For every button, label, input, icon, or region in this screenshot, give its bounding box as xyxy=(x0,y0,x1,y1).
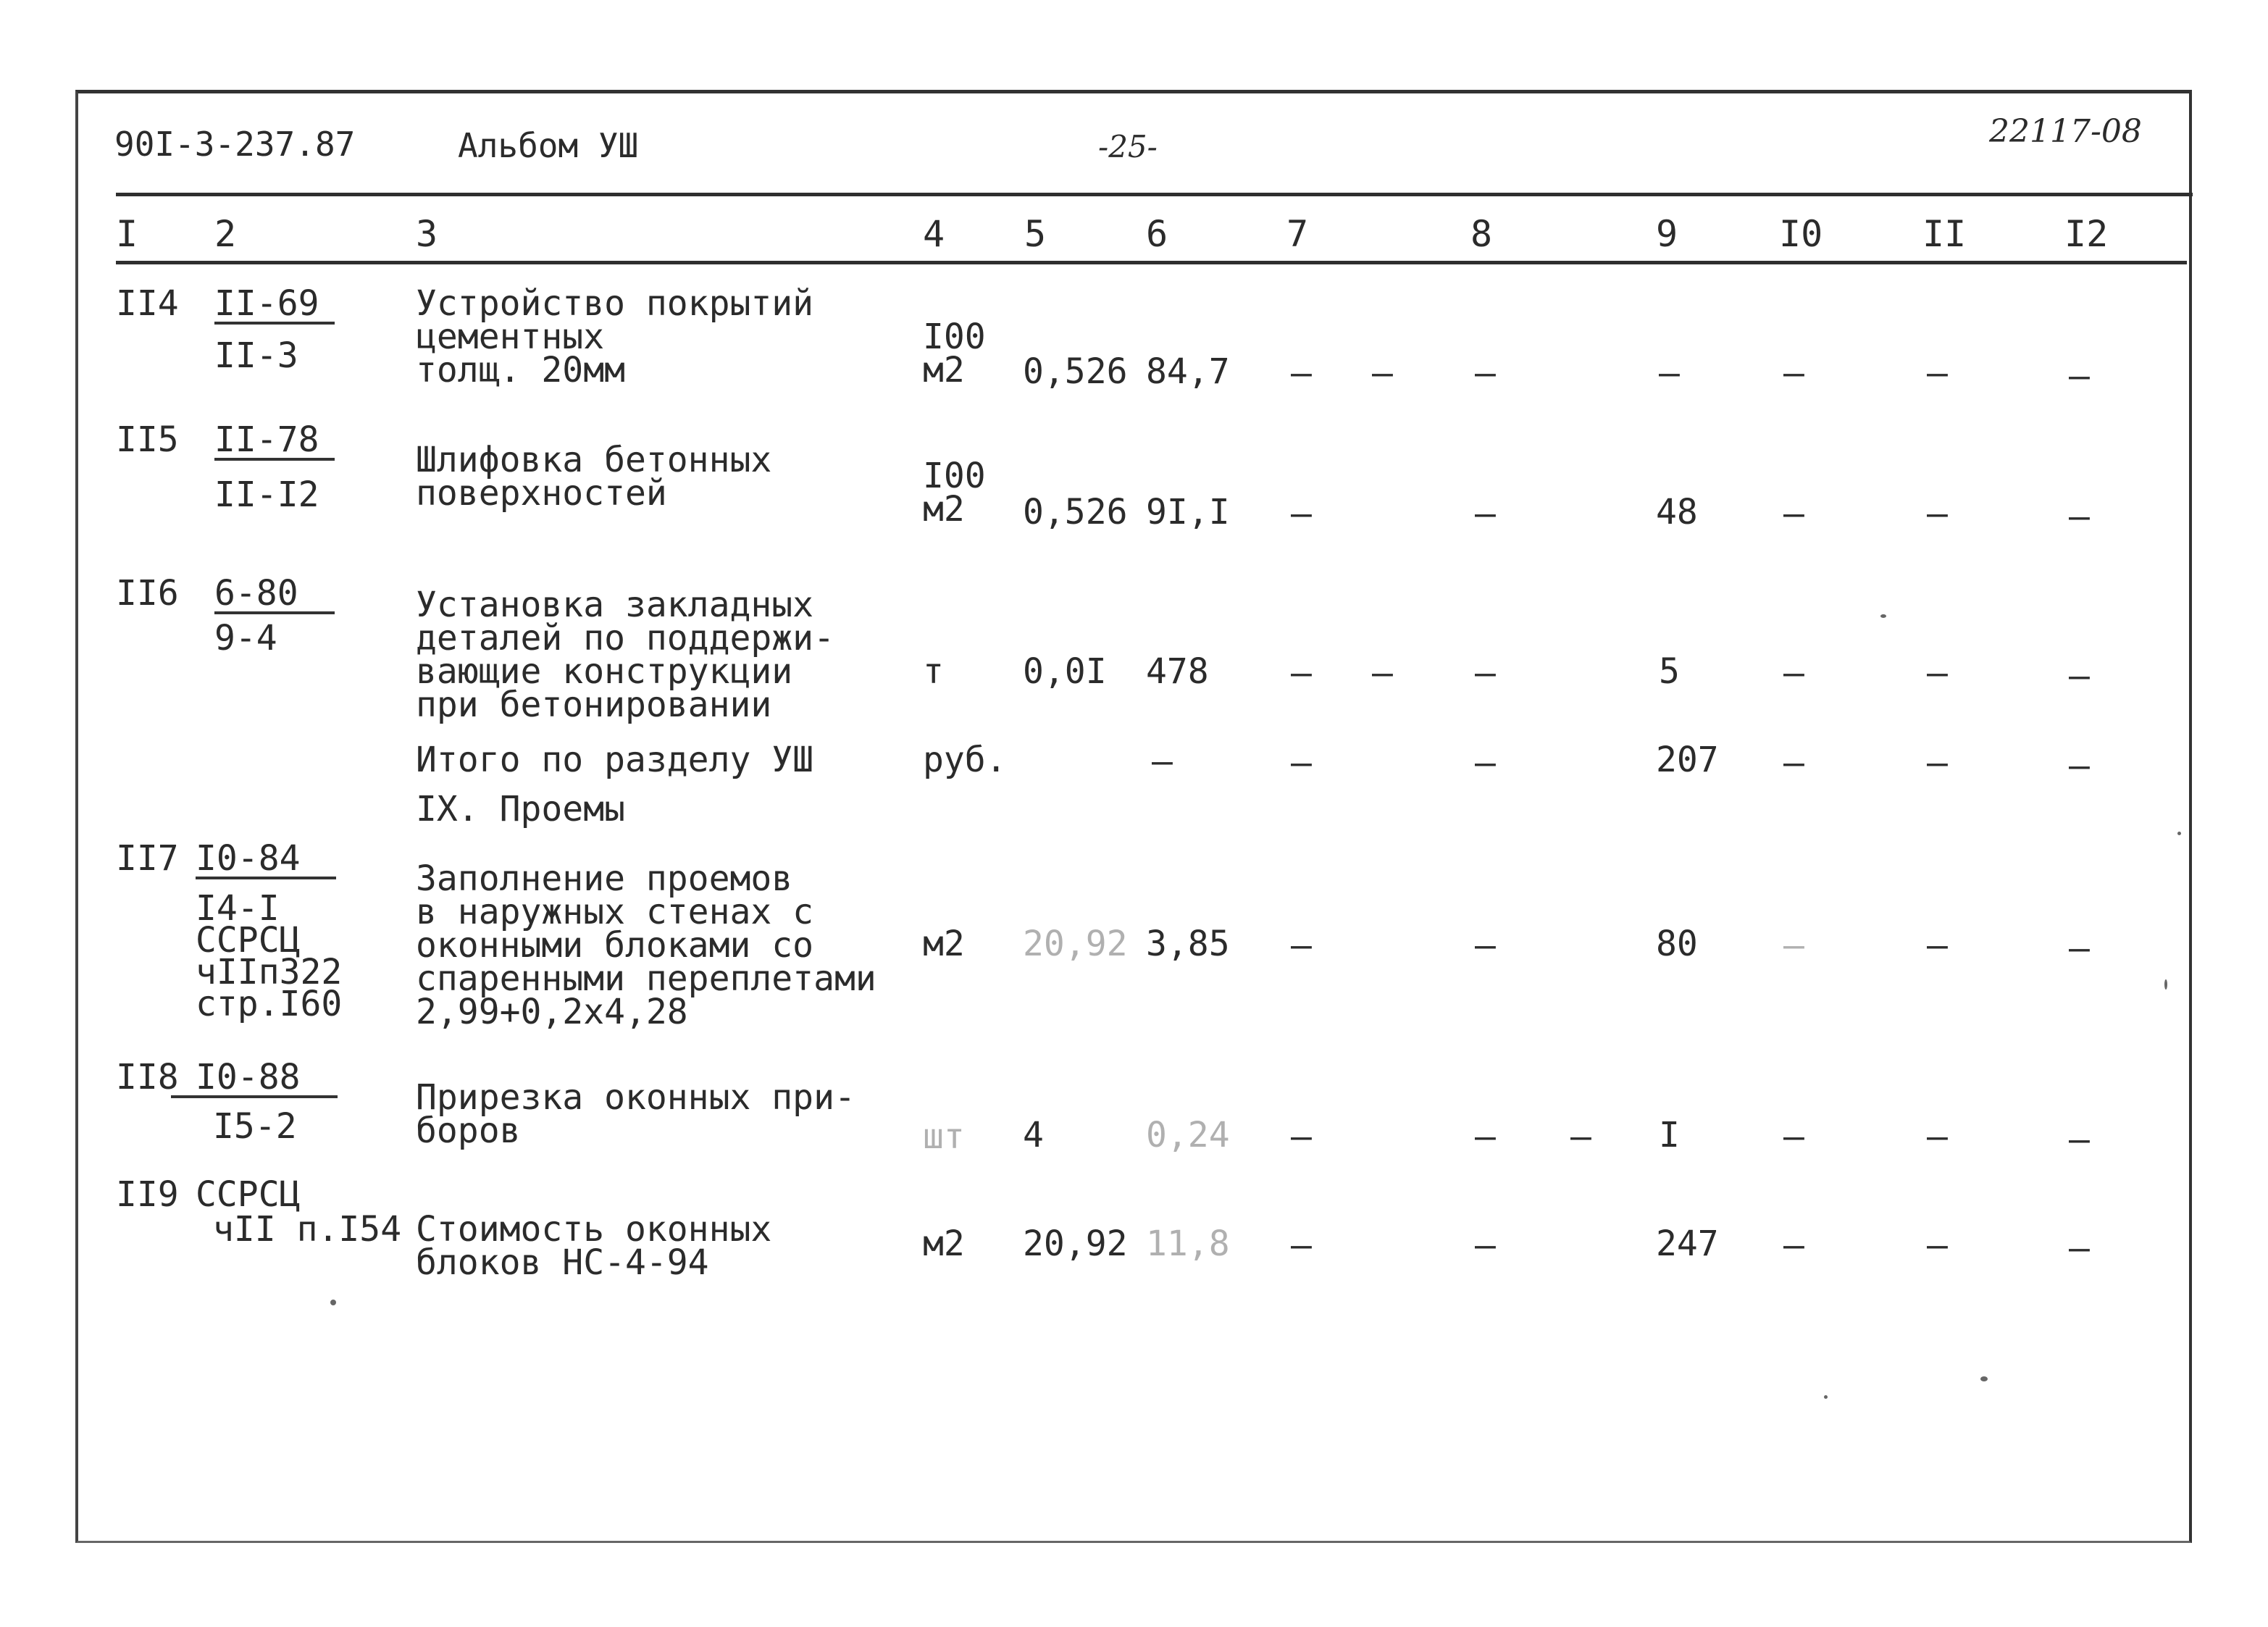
subtotal-label: Итого по разделу УШ xyxy=(416,740,814,780)
col-header-11: II xyxy=(1922,213,1967,255)
col8-value: – xyxy=(1475,1116,1496,1157)
scan-speck xyxy=(1880,614,1886,618)
scan-speck xyxy=(2177,832,2181,835)
unit: м2 xyxy=(923,924,965,964)
unit-price: 84,7 xyxy=(1146,351,1230,392)
scan-speck xyxy=(330,1300,336,1305)
col7-extra-value: – xyxy=(1372,353,1393,393)
album-title: Альбом УШ xyxy=(458,126,639,165)
row-number: II9 xyxy=(116,1174,179,1215)
col-header-6: 6 xyxy=(1146,213,1168,255)
col8-value: – xyxy=(1475,653,1496,693)
col12-value: – xyxy=(2069,1119,2090,1160)
col7-value: – xyxy=(1291,743,1312,783)
col7-value: – xyxy=(1291,1225,1312,1266)
col11-value: – xyxy=(1927,1225,1948,1266)
col10-value: – xyxy=(1783,1116,1804,1157)
col10-value: – xyxy=(1783,925,1804,966)
norm-code: I0-88 xyxy=(171,1061,338,1098)
unit: I00 м2 xyxy=(923,456,986,530)
col10-value: – xyxy=(1783,1225,1804,1266)
quantity: 0,526 xyxy=(1023,351,1128,392)
unit: шт xyxy=(923,1116,965,1157)
norm-subcode: 9-4 xyxy=(214,618,277,658)
col12-value: – xyxy=(2069,1228,2090,1268)
work-description: Прирезка оконных при- боров xyxy=(416,1077,855,1151)
norm-code: II-69 xyxy=(214,287,335,325)
row-number: II7 xyxy=(116,838,179,879)
col-header-2: 2 xyxy=(214,213,237,255)
scan-speck xyxy=(1980,1376,1988,1381)
col12-value: – xyxy=(2069,928,2090,969)
work-description: Шлифовка бетонных поверхностей xyxy=(416,440,772,514)
row-number: II5 xyxy=(116,419,179,460)
col-header-9: 9 xyxy=(1656,213,1678,255)
work-description: Стоимость оконных блоков НС-4-94 xyxy=(416,1209,772,1283)
col9-value: – xyxy=(1659,353,1680,393)
column-header-rule xyxy=(116,261,2187,264)
norm-subcode: II-3 xyxy=(214,335,298,376)
col11-value: – xyxy=(1927,493,1948,534)
norm-subcode: I5-2 xyxy=(213,1106,297,1147)
norm-code: I0-84 xyxy=(196,842,336,879)
col12-value: – xyxy=(2069,496,2090,537)
col8-value: – xyxy=(1475,743,1496,783)
col9-value: 207 xyxy=(1656,740,1719,780)
col11-value: – xyxy=(1927,1116,1948,1157)
unit-price: – xyxy=(1152,741,1173,782)
col11-value: – xyxy=(1927,353,1948,393)
col7-value: – xyxy=(1291,925,1312,966)
section-title: IX. Проемы xyxy=(416,789,625,829)
col-header-3: 3 xyxy=(416,213,438,255)
col7-value: – xyxy=(1291,653,1312,693)
col7-value: – xyxy=(1291,353,1312,393)
unit-price: 478 xyxy=(1146,651,1209,692)
col11-value: – xyxy=(1927,925,1948,966)
quantity: 4 xyxy=(1023,1115,1044,1155)
unit: руб. xyxy=(923,740,1007,780)
col-header-1: I xyxy=(116,213,138,255)
col10-value: – xyxy=(1783,653,1804,693)
work-description: Устройство покрытий цементных толщ. 20мм xyxy=(416,283,814,390)
col8-value: – xyxy=(1475,493,1496,534)
scan-speck xyxy=(2164,979,2167,990)
col-header-7: 7 xyxy=(1286,213,1309,255)
col-header-10: I0 xyxy=(1779,213,1823,255)
unit: т xyxy=(923,651,944,692)
col7-value: – xyxy=(1291,1116,1312,1157)
col9-value: 80 xyxy=(1656,924,1698,964)
col10-value: – xyxy=(1783,353,1804,393)
unit: I00 м2 xyxy=(923,317,986,390)
norm-subcode: чII п.I54 xyxy=(213,1209,402,1250)
col12-value: – xyxy=(2069,656,2090,696)
col9-value: 5 xyxy=(1659,651,1680,692)
page-number: -25- xyxy=(1098,129,1158,164)
row-number: II4 xyxy=(116,283,179,324)
col9-value: 247 xyxy=(1656,1224,1719,1264)
col7-value: – xyxy=(1291,493,1312,534)
col10-value: – xyxy=(1783,493,1804,534)
quantity: 20,92 xyxy=(1023,924,1128,964)
norm-subcode: II-I2 xyxy=(214,474,319,515)
norm-code: II-78 xyxy=(214,423,335,461)
col-header-8: 8 xyxy=(1470,213,1493,255)
doc-code: 90I-3-237.87 xyxy=(114,125,356,164)
col8-value: – xyxy=(1475,353,1496,393)
col7-extra-value: – xyxy=(1372,653,1393,693)
unit-price: 9I,I xyxy=(1146,492,1230,532)
col9-value: 48 xyxy=(1656,492,1698,532)
inventory-number: 22117-08 xyxy=(1989,113,2142,150)
unit-price: 3,85 xyxy=(1146,924,1230,964)
scan-speck xyxy=(1824,1395,1828,1399)
row-number: II8 xyxy=(116,1057,179,1097)
col12-value: – xyxy=(2069,745,2090,786)
col9-value: I xyxy=(1659,1115,1680,1155)
unit-price: 0,24 xyxy=(1146,1115,1230,1155)
col12-value: – xyxy=(2069,356,2090,396)
norm-subcode: I4-I ССРСЦ чIIп322 стр.I60 xyxy=(196,888,343,1024)
col11-value: – xyxy=(1927,653,1948,693)
work-description: Заполнение проемов в наружных стенах с оконными блоками со спаренными переплетами 2,99+0,2х4,28 xyxy=(416,858,876,1032)
quantity: 0,526 xyxy=(1023,492,1128,532)
quantity: 20,92 xyxy=(1023,1224,1128,1264)
quantity: 0,0I xyxy=(1023,651,1107,692)
col-header-5: 5 xyxy=(1024,213,1047,255)
row-number: II6 xyxy=(116,573,179,614)
col-header-4: 4 xyxy=(923,213,945,255)
col8-value: – xyxy=(1475,1225,1496,1266)
unit-price: 11,8 xyxy=(1146,1224,1230,1264)
col11-value: – xyxy=(1927,743,1948,783)
work-description: Установка закладных деталей по поддержи- вающие конструкции при бетонировании xyxy=(416,585,834,725)
header-rule xyxy=(116,193,2193,196)
unit: м2 xyxy=(923,1224,965,1264)
col8-extra-value: – xyxy=(1570,1116,1591,1157)
norm-code: 6-80 xyxy=(214,577,335,614)
col10-value: – xyxy=(1783,743,1804,783)
col-header-12: I2 xyxy=(2064,213,2109,255)
col8-value: – xyxy=(1475,925,1496,966)
page-frame xyxy=(75,90,2192,1543)
norm-code: ССРСЦ xyxy=(196,1174,301,1215)
